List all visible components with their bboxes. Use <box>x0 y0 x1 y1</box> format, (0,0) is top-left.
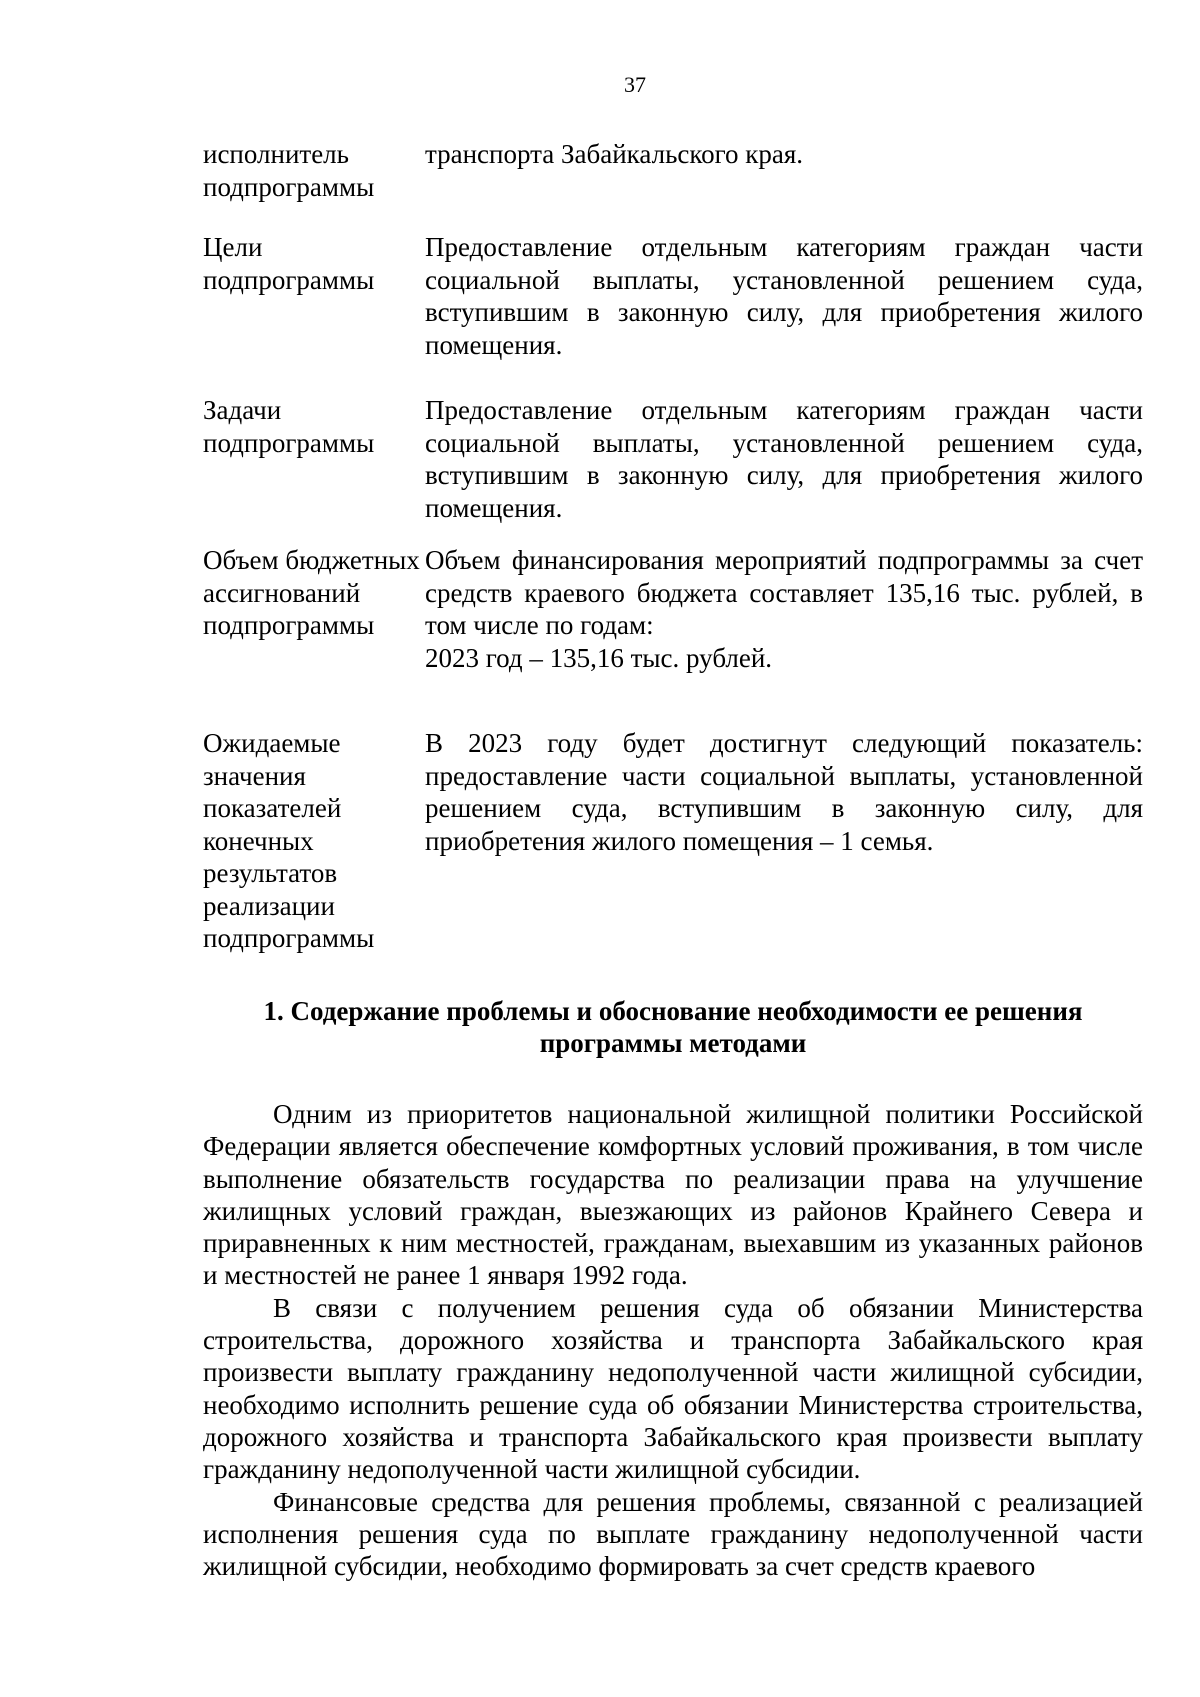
paragraph: В связи с получением решения суда об обязании Министерства строительства, дорожного хозяйства и транспорта Забайкальского края произвести выплату гражданину недополученной части жилищной субсидии, необходимо исполнить решение суда об обязании Министерства строительства, дорожного хозяйства и транспорта Забайкальского края произвести выплату гражданину недополученной части жилищной субсидии. <box>203 1292 1143 1485</box>
passport-value: транспорта Забайкальского края. <box>425 139 804 169</box>
section-heading <box>203 995 1143 1059</box>
subprogram-passport-table <box>203 138 1143 955</box>
section-heading-line: 1. Содержание проблемы и обоснование необходимости ее решения <box>263 996 1083 1026</box>
passport-label: исполнитель подпрограммы <box>203 139 375 202</box>
passport-row-goals <box>203 231 1143 394</box>
passport-label: Задачи подпрограммы <box>203 395 375 458</box>
passport-row-tasks <box>203 394 1143 544</box>
passport-row-executor <box>203 138 1143 203</box>
passport-row-expected-results <box>203 727 1143 955</box>
budget-by-year: 2023 год – 135,16 тыс. рублей. <box>425 642 773 673</box>
passport-label: Ожидаемые значения показателей конечных результатов реализации подпрограммы <box>203 728 375 953</box>
passport-label: Объем бюджетных ассигнований подпрограммы <box>203 545 420 640</box>
passport-row-budget <box>203 544 1143 727</box>
passport-value: В 2023 году будет достигнут следующий показатель: предоставление части социальной выплаты, установленной решением суда, вступившим в законную силу, для приобретения жилого помещения – 1 семья. <box>425 728 1143 856</box>
passport-label: Цели подпрограммы <box>203 232 375 295</box>
passport-value: Предоставление отдельным категориям граждан части социальной выплаты, установленной решением суда, вступившим в законную силу, для приобретения жилого помещения. <box>425 232 1143 360</box>
section-body <box>203 1098 1143 1582</box>
budget-text: Объем финансирования мероприятий подпрограммы за счет средств краевого бюджета составляет 135,16 тыс. рублей, в том числе по годам: <box>425 545 1143 640</box>
passport-value <box>425 544 1143 727</box>
passport-value: Предоставление отдельным категориям граждан части социальной выплаты, установленной решением суда, вступившим в законную силу, для приобретения жилого помещения. <box>425 395 1143 523</box>
section-heading-line: программы методами <box>539 1028 807 1058</box>
paragraph: Одним из приоритетов национальной жилищной политики Российской Федерации является обеспечение комфортных условий проживания, в том числе выполнение обязательств государства по реализации права на улучшение жилищных условий граждан, выезжающих из районов Крайнего Севера и приравненных к ним местностей, гражданам, выехавшим из указанных районов и местностей не ранее 1 января 1992 года. <box>203 1099 1143 1291</box>
row-spacer <box>203 203 1143 231</box>
page-number: 37 <box>624 72 646 97</box>
paragraph: Финансовые средства для решения проблемы, связанной с реализацией исполнения решения суда по выплате гражданину недополученной части жилищной субсидии, необходимо формировать за счет средств краевого <box>203 1486 1143 1582</box>
